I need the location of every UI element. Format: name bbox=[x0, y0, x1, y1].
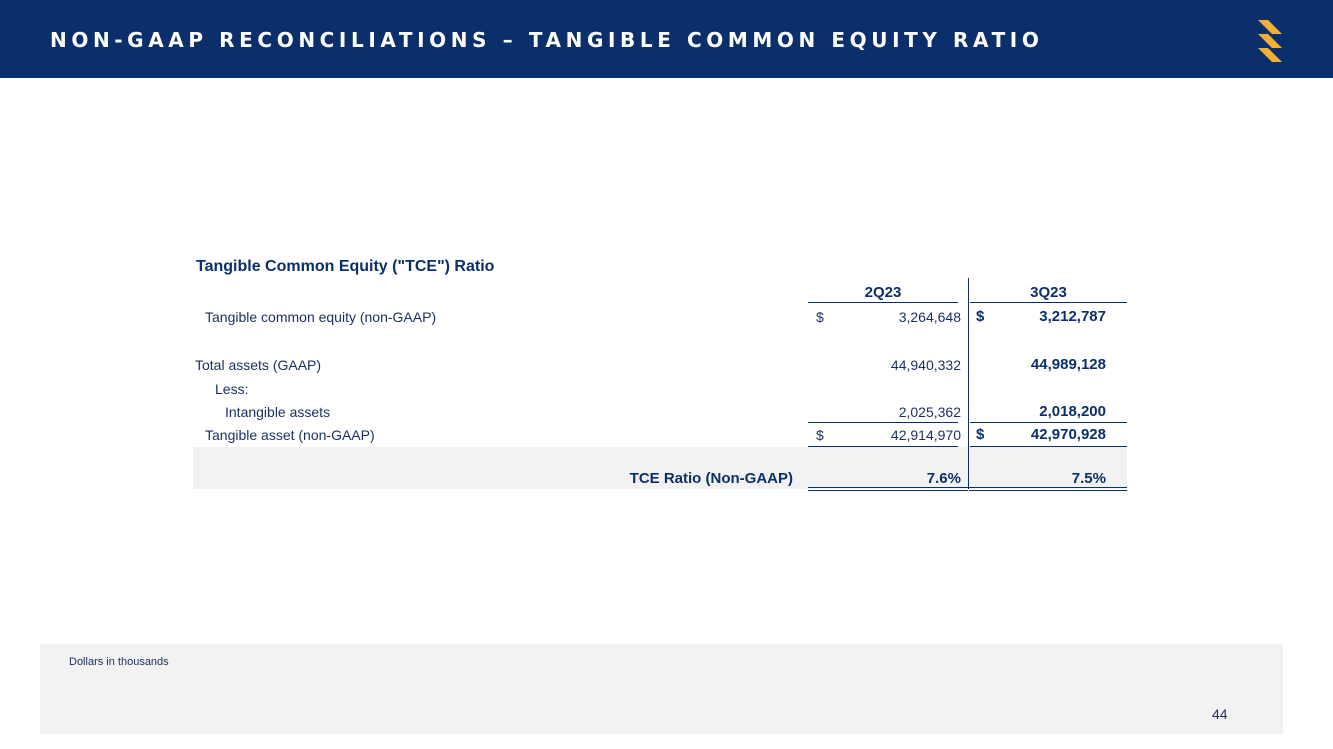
dollar-sign: $ bbox=[816, 309, 824, 325]
column-header-3q23: 3Q23 bbox=[1030, 284, 1067, 301]
value-intangibles-3q23: 2,018,200 bbox=[1039, 403, 1106, 420]
header-underline-2q23 bbox=[808, 302, 958, 303]
row-label-intangible-assets: Intangible assets bbox=[225, 404, 331, 420]
value-tce-ratio-3q23: 7.5% bbox=[1071, 470, 1106, 487]
row-label-total-assets: Total assets (GAAP) bbox=[195, 357, 322, 373]
row-label-tce-ratio: TCE Ratio (Non-GAAP) bbox=[629, 470, 793, 487]
value-total-assets-2q23: 44,940,332 bbox=[890, 357, 961, 373]
row-label-less: Less: bbox=[215, 381, 249, 397]
subtotal-underline-2q23 bbox=[808, 422, 958, 423]
column-divider bbox=[968, 447, 969, 489]
row-label-tce: Tangible common equity (non-GAAP) bbox=[205, 309, 437, 325]
double-underline-2q23 bbox=[808, 487, 968, 491]
value-total-assets-3q23: 44,989,128 bbox=[1030, 356, 1106, 373]
value-tce-3q23: 3,212,787 bbox=[1039, 308, 1106, 325]
dollar-sign: $ bbox=[976, 308, 985, 325]
value-tce-2q23: 3,264,648 bbox=[898, 309, 961, 325]
row-label-tangible-asset: Tangible asset (non-GAAP) bbox=[205, 427, 375, 443]
table-title: Tangible Common Equity ("TCE") Ratio bbox=[196, 258, 495, 275]
dollar-sign: $ bbox=[816, 427, 824, 443]
double-underline-3q23 bbox=[969, 487, 1127, 491]
column-header-2q23: 2Q23 bbox=[864, 284, 902, 301]
value-intangibles-2q23: 2,025,362 bbox=[898, 404, 961, 420]
value-tangible-asset-2q23: 42,914,970 bbox=[890, 427, 961, 443]
subtotal-underline-3q23 bbox=[970, 422, 1127, 423]
value-tce-ratio-2q23: 7.6% bbox=[926, 470, 961, 487]
footnote: Dollars in thousands bbox=[69, 656, 169, 668]
header-underline-3q23 bbox=[970, 302, 1127, 303]
page-number: 44 bbox=[1212, 706, 1228, 722]
value-tangible-asset-3q23: 42,970,928 bbox=[1030, 426, 1106, 443]
footer-band bbox=[40, 644, 1283, 734]
dollar-sign: $ bbox=[976, 426, 985, 443]
page-title: NON-GAAP RECONCILIATIONS – TANGIBLE COMMON EQUITY RATIO bbox=[50, 28, 1044, 52]
